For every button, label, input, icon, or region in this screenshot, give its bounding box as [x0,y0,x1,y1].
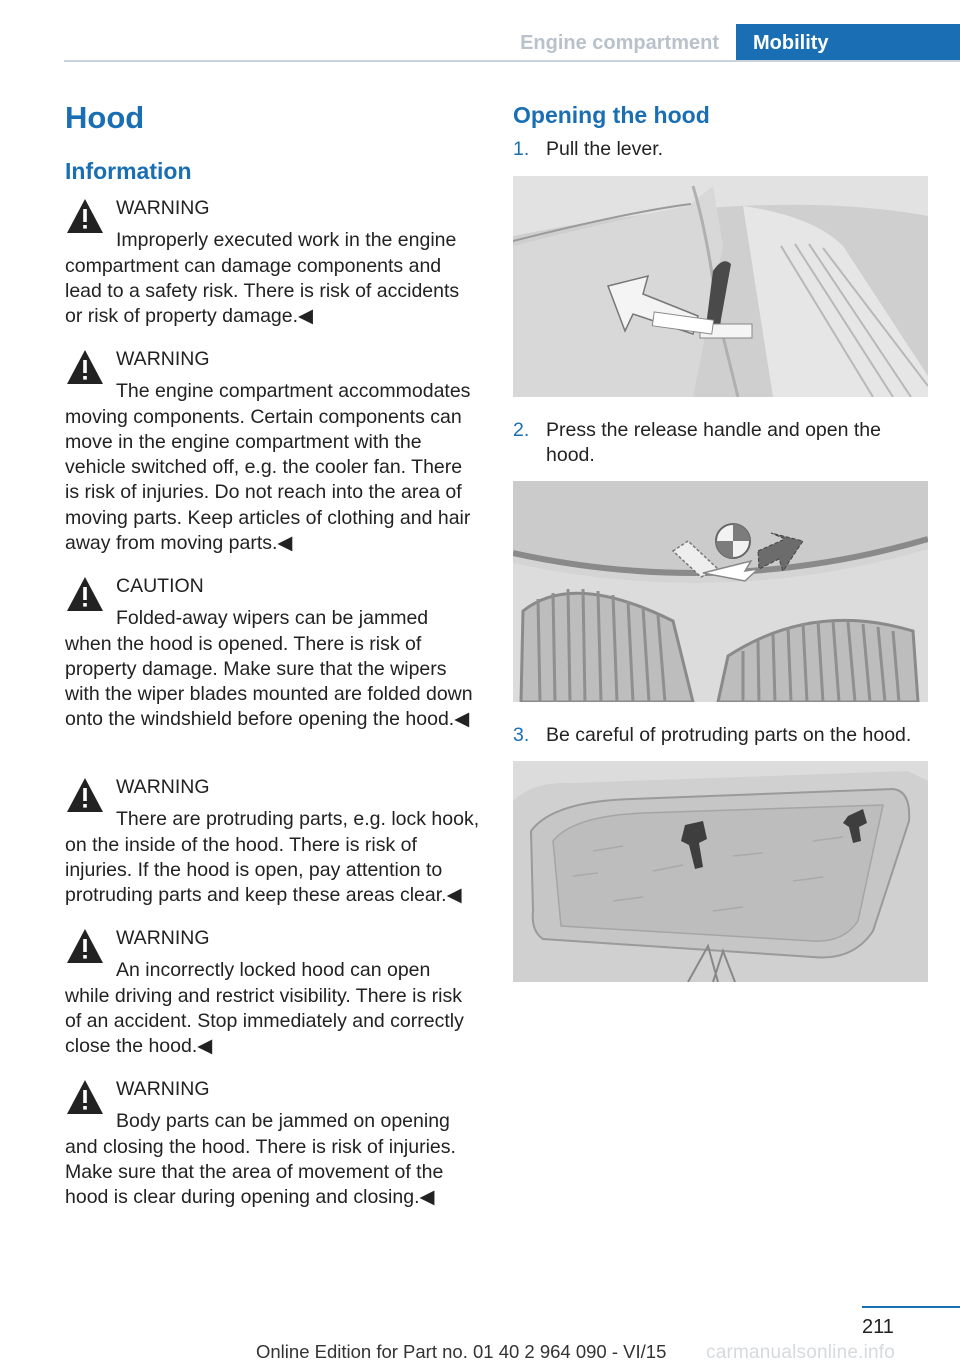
notice-label: WARNING [116,776,210,798]
lever-illustration [513,176,928,397]
header-section-title: Engine compartment [520,32,719,54]
notice-text: Improperly executed work in the engine compartment can damage components and lead to a safety risk. There is risk of accidents or risk of property damage.◀ [65,229,460,328]
step-text: Be careful of protruding parts on the hood. [546,724,912,746]
warning-notice [65,775,480,908]
page-number: 211 [862,1316,894,1338]
warning-notice [65,196,480,329]
step-text: Press the release handle and open the hood. [546,419,881,466]
warning-notice [65,1077,480,1210]
notice-label: WARNING [116,197,210,219]
header-chapter-tab: Mobility [736,24,960,62]
step-item [513,137,928,162]
warning-notice [65,926,480,1059]
notice-text: There are protruding parts, e.g. lock hook, on the inside of the hood. There is risk of injuries. If the hood is open, pay attention to protruding parts and keep these areas clear.◀ [65,808,480,907]
release-handle-illustration [513,481,928,702]
edition-text: Online Edition for Part no. 01 40 2 964 090 - VI/15 [256,1341,667,1362]
step-text: Pull the lever. [546,138,664,160]
warning-triangle-icon [65,775,105,815]
header-rule [64,60,960,62]
opening-heading: Opening the hood [513,102,710,128]
warning-notice [65,347,480,556]
notice-text: An incorrectly locked hood can open while driving and restrict visibility. There is risk of an accident. Stop immediately and correctly close the hood.◀ [65,959,464,1058]
step-item [513,723,928,748]
warning-triangle-icon [65,926,105,966]
notice-text: The engine compartment accommodates moving components. Certain components can move in the engine compartment with the vehicle switched off, e.g. the cooler fan. There is risk of injuries. Do not reach into the area of moving parts. Keep articles of clothing and hair away from moving parts.◀ [65,380,471,555]
warning-triangle-icon [65,196,105,236]
step-number: 2. [513,419,530,441]
information-heading: Information [65,158,192,184]
caution-notice [65,574,480,733]
hood-underside-illustration [513,761,928,982]
notice-text: Folded-away wipers can be jammed when the hood is opened. There is risk of property damage. Make sure that the wipers with the wiper blades mounted are folded down onto the windshield before opening the hood.◀ [65,607,473,731]
step-number: 3. [513,724,530,746]
notice-text: Body parts can be jammed on opening and closing the hood. There is risk of injuries. Make sure that the area of movement of the hood is clear during opening and closing.◀ [65,1110,456,1209]
footer-rule [862,1306,960,1308]
warning-triangle-icon [65,1077,105,1117]
notice-label: WARNING [116,927,210,949]
page-title: Hood [65,100,145,135]
warning-triangle-icon [65,347,105,387]
step-number: 1. [513,138,530,160]
watermark: carmanualsonline.info [706,1342,896,1362]
notice-label: WARNING [116,1078,210,1100]
step-item [513,418,928,468]
warning-triangle-icon [65,574,105,614]
notice-label: WARNING [116,348,210,370]
notice-label: CAUTION [116,575,204,597]
